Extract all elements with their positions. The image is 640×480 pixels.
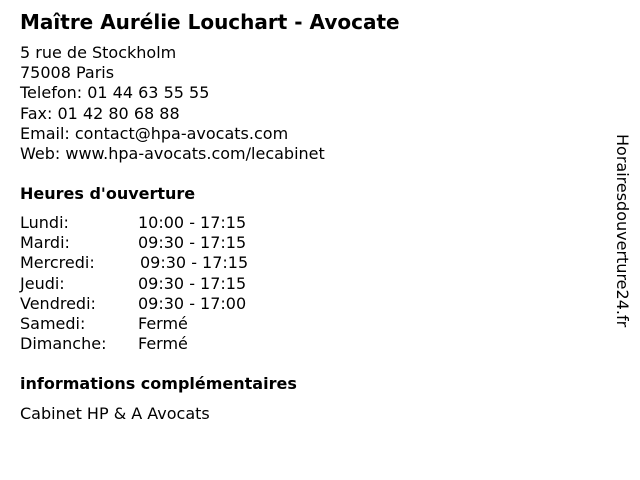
hours-day: Lundi: — [20, 213, 69, 232]
page-title: Maître Aurélie Louchart - Avocate — [20, 10, 400, 34]
web-line: Web: www.hpa-avocats.com/lecabinet — [20, 144, 325, 164]
hours-time: 09:30 - 17:15 — [140, 253, 249, 273]
info-text: Cabinet HP & A Avocats — [20, 404, 210, 423]
phone-line: Telefon: 01 44 63 55 55 — [20, 83, 210, 103]
hours-day: Samedi: — [20, 313, 86, 333]
address-city: 75008 Paris — [20, 63, 115, 83]
watermark-text: Horairesdouverture24.fr — [613, 134, 632, 328]
hours-time: Fermé — [138, 334, 188, 354]
email-line: Email: contact@hpa-avocats.com — [20, 123, 289, 143]
contact-block — [20, 43, 325, 164]
hours-day: Dimanche: — [20, 334, 107, 354]
hours-time: 09:30 - 17:15 — [138, 233, 247, 253]
hours-time: 09:30 - 17:15 — [138, 273, 247, 293]
hours-time: 10:00 - 17:15 — [138, 213, 247, 232]
hours-time: 09:30 - 17:00 — [138, 293, 247, 313]
hours-time: Fermé — [138, 313, 188, 333]
address-street: 5 rue de Stockholm — [20, 43, 177, 62]
hours-day: Vendredi: — [20, 293, 96, 313]
info-heading: informations complémentaires — [20, 374, 297, 393]
hours-day: Mercredi: — [20, 253, 95, 273]
hours-day: Jeudi: — [20, 273, 65, 293]
hours-day: Mardi: — [20, 233, 70, 253]
fax-line: Fax: 01 42 80 68 88 — [20, 103, 180, 123]
hours-heading: Heures d'ouverture — [20, 184, 196, 203]
